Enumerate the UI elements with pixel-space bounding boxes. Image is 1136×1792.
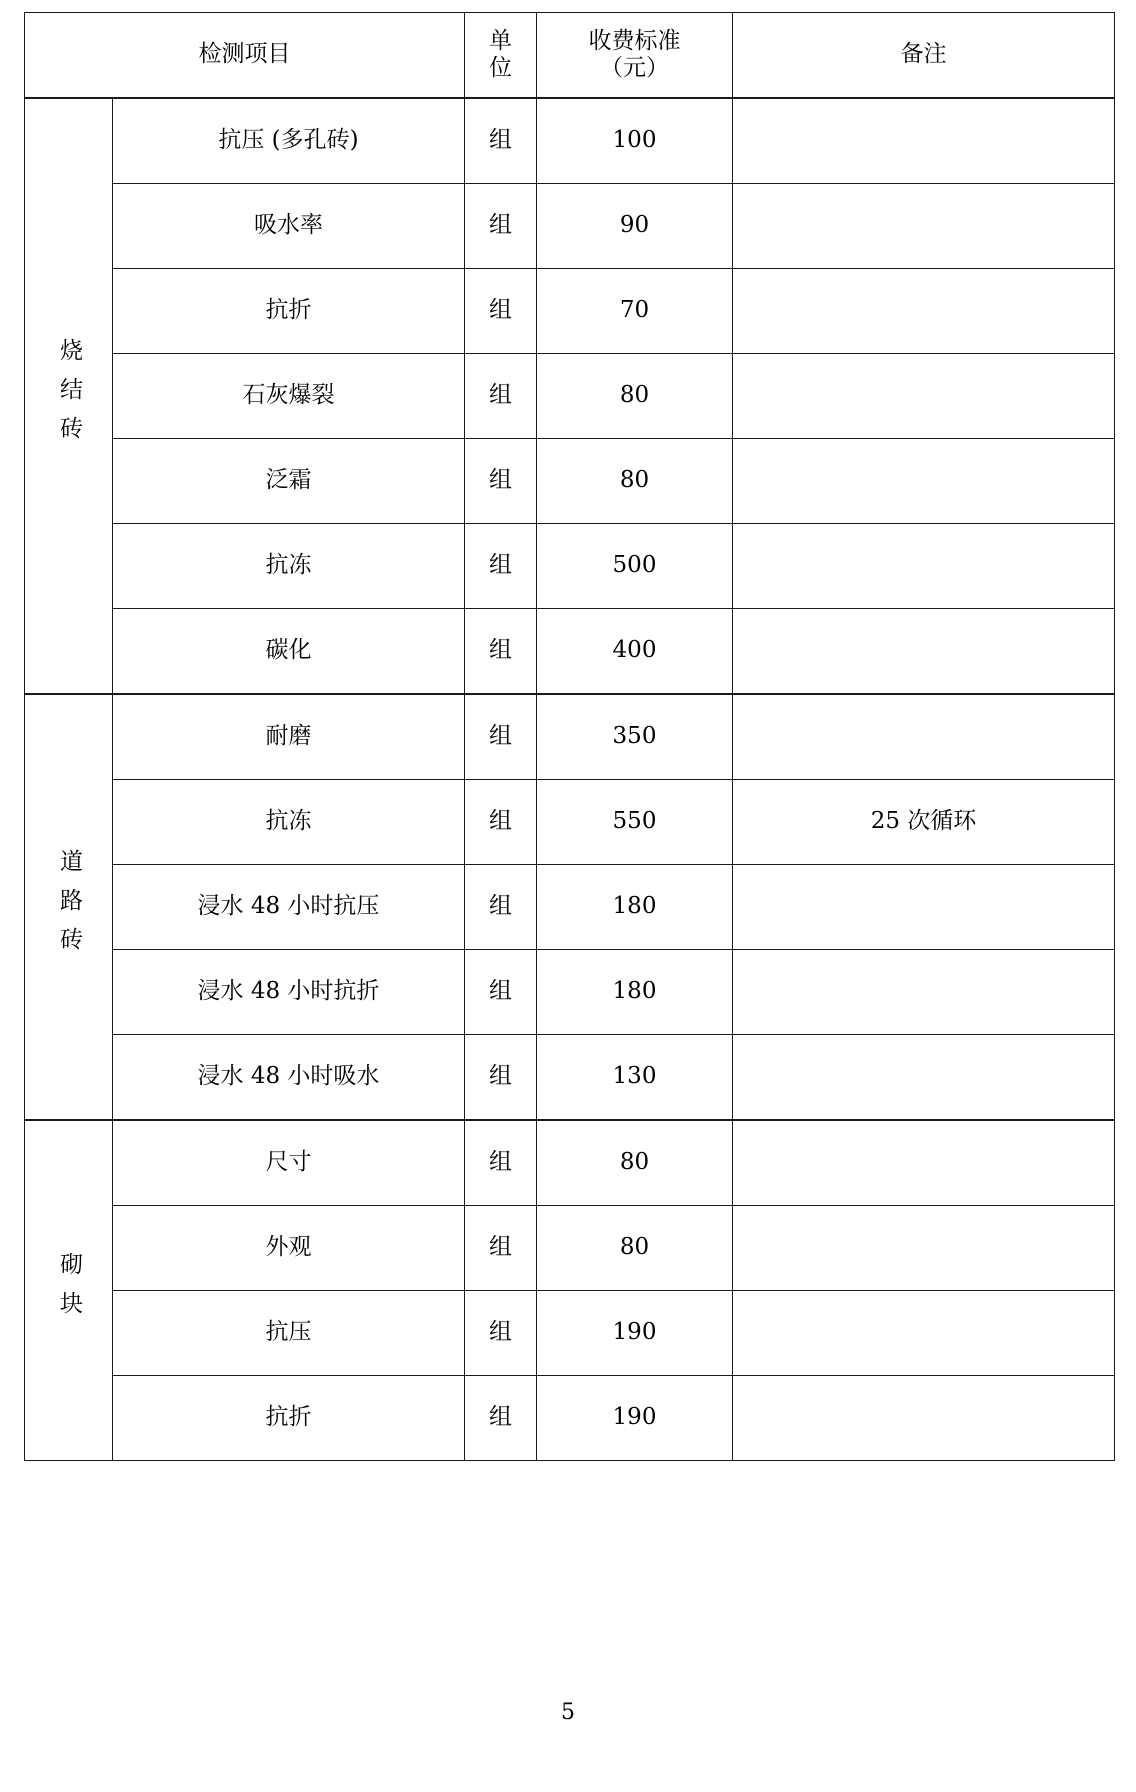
- category-label: 砌块: [56, 1251, 82, 1330]
- item-note: [733, 694, 1115, 780]
- item-name: 浸水 48 小时抗压: [113, 865, 465, 950]
- page-number: 5: [561, 1700, 575, 1725]
- item-unit: 组: [465, 865, 537, 950]
- category-cell: [25, 98, 113, 694]
- category-label: 道路砖: [56, 848, 82, 966]
- item-name: 石灰爆裂: [113, 354, 465, 439]
- item-name: 泛霜: [113, 439, 465, 524]
- item-name: 抗冻: [113, 524, 465, 609]
- item-note: [733, 524, 1115, 609]
- item-note: [733, 269, 1115, 354]
- table-row: [25, 609, 1115, 695]
- item-note: [733, 865, 1115, 950]
- item-fee: 400: [537, 609, 733, 695]
- table-row: [25, 1291, 1115, 1376]
- item-note: [733, 1376, 1115, 1461]
- header-item: 检测项目: [25, 13, 465, 99]
- item-unit: 组: [465, 1120, 537, 1206]
- item-note: [733, 1035, 1115, 1121]
- item-fee: 190: [537, 1291, 733, 1376]
- item-name: 耐磨: [113, 694, 465, 780]
- header-note: 备注: [733, 13, 1115, 99]
- item-note: [733, 354, 1115, 439]
- item-name: 抗压 (多孔砖): [113, 98, 465, 184]
- item-name: 碳化: [113, 609, 465, 695]
- item-name: 吸水率: [113, 184, 465, 269]
- fee-table-container: [24, 12, 1114, 1461]
- item-name: 抗压: [113, 1291, 465, 1376]
- item-fee: 190: [537, 1376, 733, 1461]
- item-unit: 组: [465, 98, 537, 184]
- item-fee: 80: [537, 439, 733, 524]
- item-fee: 90: [537, 184, 733, 269]
- table-row: [25, 439, 1115, 524]
- table-row: [25, 1206, 1115, 1291]
- item-name: 抗折: [113, 1376, 465, 1461]
- item-unit: 组: [465, 1035, 537, 1121]
- header-unit-line2: 位: [489, 55, 512, 81]
- item-name: 抗冻: [113, 780, 465, 865]
- item-name: 浸水 48 小时吸水: [113, 1035, 465, 1121]
- item-note: [733, 1206, 1115, 1291]
- item-unit: 组: [465, 694, 537, 780]
- item-fee: 550: [537, 780, 733, 865]
- category-cell: [25, 694, 113, 1120]
- header-fee-line1: 收费标准: [588, 27, 681, 54]
- item-name: 尺寸: [113, 1120, 465, 1206]
- item-note: 25 次循环: [733, 780, 1115, 865]
- header-unit-line1: 单: [489, 27, 512, 54]
- item-name: 抗折: [113, 269, 465, 354]
- item-note: [733, 184, 1115, 269]
- table-row: [25, 524, 1115, 609]
- item-unit: 组: [465, 269, 537, 354]
- item-note: [733, 98, 1115, 184]
- item-unit: 组: [465, 524, 537, 609]
- item-unit: 组: [465, 780, 537, 865]
- item-fee: 130: [537, 1035, 733, 1121]
- item-unit: 组: [465, 439, 537, 524]
- item-note: [733, 1120, 1115, 1206]
- item-name: 浸水 48 小时抗折: [113, 950, 465, 1035]
- category-cell: [25, 1120, 113, 1461]
- item-note: [733, 950, 1115, 1035]
- item-note: [733, 439, 1115, 524]
- table-header-row: [25, 13, 1115, 99]
- header-unit: [465, 13, 537, 99]
- item-note: [733, 1291, 1115, 1376]
- table-row: [25, 950, 1115, 1035]
- item-unit: 组: [465, 1291, 537, 1376]
- item-unit: 组: [465, 950, 537, 1035]
- item-unit: 组: [465, 354, 537, 439]
- item-unit: 组: [465, 609, 537, 695]
- table-row: [25, 694, 1115, 780]
- item-unit: 组: [465, 1206, 537, 1291]
- table-row: [25, 98, 1115, 184]
- item-note: [733, 609, 1115, 695]
- item-fee: 80: [537, 1206, 733, 1291]
- table-row: [25, 780, 1115, 865]
- item-fee: 80: [537, 1120, 733, 1206]
- item-fee: 100: [537, 98, 733, 184]
- table-row: [25, 865, 1115, 950]
- item-name: 外观: [113, 1206, 465, 1291]
- header-fee: [537, 13, 733, 99]
- item-fee: 70: [537, 269, 733, 354]
- item-unit: 组: [465, 184, 537, 269]
- table-row: [25, 1120, 1115, 1206]
- item-fee: 180: [537, 950, 733, 1035]
- fee-table-body: [25, 13, 1115, 1461]
- header-fee-line2: （元）: [600, 55, 669, 81]
- table-row: [25, 269, 1115, 354]
- item-fee: 350: [537, 694, 733, 780]
- category-label: 烧结砖: [56, 337, 82, 455]
- item-fee: 80: [537, 354, 733, 439]
- item-unit: 组: [465, 1376, 537, 1461]
- table-row: [25, 184, 1115, 269]
- item-fee: 500: [537, 524, 733, 609]
- table-row: [25, 354, 1115, 439]
- item-fee: 180: [537, 865, 733, 950]
- fee-table: [24, 12, 1115, 1461]
- table-row: [25, 1035, 1115, 1121]
- table-row: [25, 1376, 1115, 1461]
